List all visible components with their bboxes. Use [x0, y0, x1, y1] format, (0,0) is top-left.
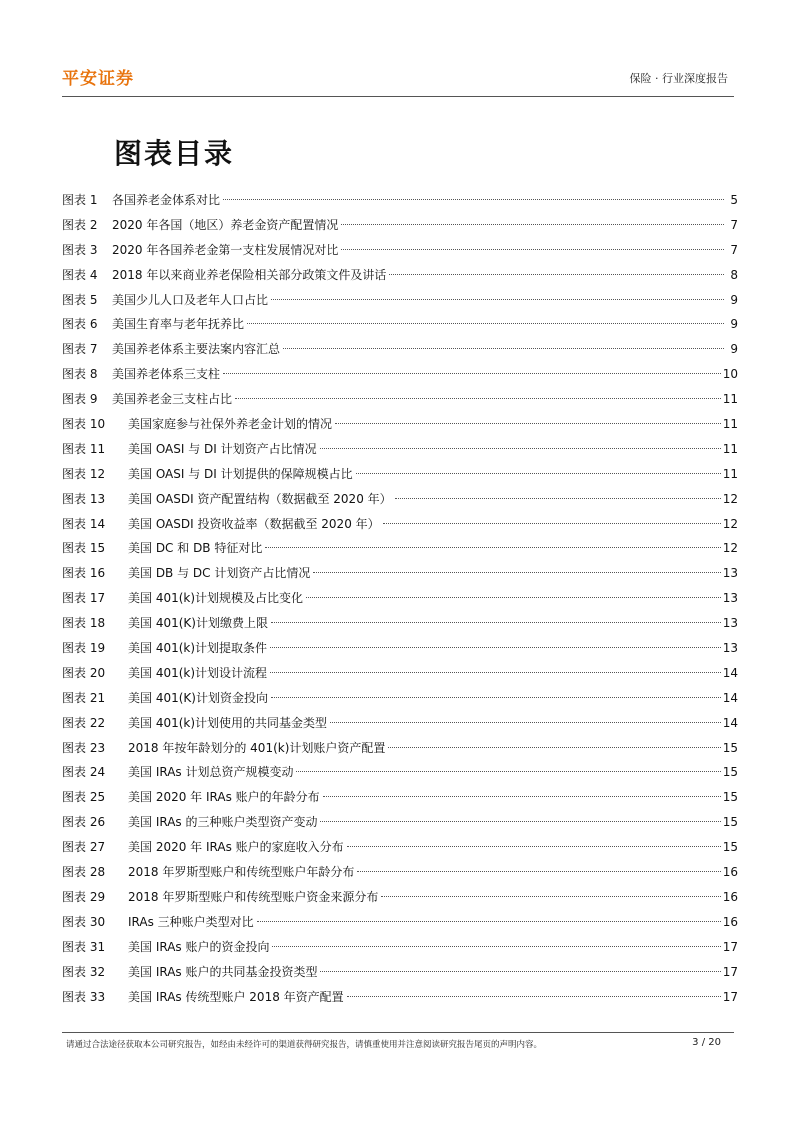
toc-entry-page: 10 [722, 367, 738, 382]
toc-entry-label: 图表 13 [62, 491, 106, 506]
toc-entry-label: 图表 11 [62, 441, 106, 456]
toc-entry[interactable] [62, 860, 738, 885]
toc-dot-leader [313, 572, 720, 573]
toc-entry-title: 美国 IRAs 账户的资金投向 [128, 939, 270, 954]
footer-disclaimer: 请通过合法途径获取本公司研究报告，如经由未经许可的渠道获得研究报告，请慎重使用并注意阅读研究报告尾页的声明内容。 [66, 1040, 543, 1050]
toc-entry-label: 图表 22 [62, 715, 106, 730]
toc-dot-leader [306, 597, 721, 598]
toc-entry[interactable] [62, 512, 738, 537]
toc-entry-page: 15 [722, 815, 738, 830]
toc-entry[interactable] [62, 362, 738, 387]
toc-entry-title: 2018 年按年龄划分的 401(k)计划账户资产配置 [128, 740, 386, 755]
toc-entry-page: 8 [730, 267, 738, 282]
toc-entry-label: 图表 12 [62, 466, 106, 481]
toc-entry-page: 15 [722, 765, 738, 780]
toc-dot-leader [257, 921, 721, 922]
toc-entry-title: 美国生育率与老年抚养比 [112, 317, 245, 332]
toc-entry[interactable] [62, 661, 738, 686]
toc-entry-label: 图表 7 [62, 342, 98, 357]
toc-entry-title: 美国 IRAs 计划总资产规模变动 [128, 765, 294, 780]
toc-entry[interactable] [62, 188, 738, 213]
toc-entry-title: 美国养老金三支柱占比 [112, 392, 233, 407]
toc-entry-title: 美国 IRAs 的三种账户类型资产变动 [128, 815, 318, 830]
toc-dot-leader [235, 398, 721, 399]
toc-dot-leader [357, 871, 720, 872]
toc-entry-title: 2020 年各国养老金第一支柱发展情况对比 [112, 242, 339, 257]
toc-dot-leader [347, 996, 721, 997]
toc-entry-page: 9 [730, 342, 738, 357]
toc-dot-leader [381, 896, 720, 897]
toc-entry-label: 图表 29 [62, 889, 106, 904]
toc-entry-page: 13 [722, 616, 738, 631]
toc-entry[interactable] [62, 561, 738, 586]
toc-entry[interactable] [62, 960, 738, 985]
toc-entry[interactable] [62, 337, 738, 362]
toc-entry-label: 图表 19 [62, 641, 106, 656]
toc-entry-page: 12 [722, 491, 738, 506]
toc-entry-page: 14 [722, 690, 738, 705]
toc-entry[interactable] [62, 935, 738, 960]
toc-entry-title: 美国 OASDI 资产配置结构（数据截至 2020 年） [128, 491, 392, 506]
toc-entry[interactable] [62, 985, 738, 1010]
toc-entry-title: 美国 OASDI 投资收益率（数据截至 2020 年） [128, 516, 380, 531]
toc-entry-label: 图表 17 [62, 591, 106, 606]
toc-entry[interactable] [62, 462, 738, 487]
toc-dot-leader [388, 747, 720, 748]
toc-entry-title: 美国养老体系三支柱 [112, 367, 221, 382]
toc-entry-title: 美国 IRAs 传统型账户 2018 年资产配置 [128, 989, 344, 1004]
toc-entry-label: 图表 20 [62, 665, 106, 680]
toc-dot-leader [223, 373, 721, 374]
toc-dot-leader [320, 448, 721, 449]
toc-entry-page: 15 [722, 840, 738, 855]
toc-entry-page: 17 [722, 989, 738, 1004]
toc-entry-title: 美国 2020 年 IRAs 账户的家庭收入分布 [128, 840, 344, 855]
toc-entry[interactable] [62, 387, 738, 412]
toc-entry-page: 12 [722, 516, 738, 531]
toc-entry-page: 14 [722, 715, 738, 730]
toc-dot-leader [347, 846, 721, 847]
toc-entry[interactable] [62, 910, 738, 935]
toc-entry-label: 图表 33 [62, 989, 106, 1004]
toc-entry-label: 图表 31 [62, 939, 106, 954]
toc-entry[interactable] [62, 711, 738, 736]
toc-entry-page: 15 [722, 790, 738, 805]
toc-dot-leader [356, 473, 721, 474]
toc-entry-label: 图表 28 [62, 865, 106, 880]
toc-dot-leader [335, 423, 721, 424]
toc-entry-title: 美国家庭参与社保外养老金计划的情况 [128, 417, 333, 432]
toc-dot-leader [320, 971, 720, 972]
toc-entry-page: 17 [722, 939, 738, 954]
toc-entry-page: 16 [722, 914, 738, 929]
toc-entry-page: 15 [722, 740, 738, 755]
toc-entry-page: 16 [722, 889, 738, 904]
toc-entry-title: 美国 DB 与 DC 计划资产占比情况 [128, 566, 311, 581]
toc-entry-label: 图表 8 [62, 367, 98, 382]
toc-dot-leader [341, 224, 724, 225]
toc-dot-leader [341, 249, 724, 250]
toc-entry-title: 美国 401(K)计划资金投向 [128, 690, 268, 705]
toc-entry-page: 12 [722, 541, 738, 556]
toc-entry-label: 图表 23 [62, 740, 106, 755]
toc-dot-leader [389, 274, 724, 275]
toc-dot-leader [271, 697, 721, 698]
toc-entry-label: 图表 15 [62, 541, 106, 556]
toc-entry-label: 图表 32 [62, 964, 106, 979]
toc-entry[interactable] [62, 263, 738, 288]
toc-entry-page: 16 [722, 865, 738, 880]
toc-entry-title: 美国少儿人口及老年人口占比 [112, 292, 269, 307]
toc-dot-leader [271, 622, 721, 623]
toc-dot-leader [270, 672, 721, 673]
toc-entry[interactable] [62, 810, 738, 835]
toc-entry-page: 11 [722, 392, 738, 407]
toc-entry[interactable] [62, 835, 738, 860]
toc-entry-page: 14 [722, 665, 738, 680]
toc-dot-leader [223, 199, 724, 200]
toc-entry[interactable] [62, 412, 738, 437]
toc-dot-leader [265, 547, 720, 548]
toc-entry-label: 图表 30 [62, 914, 106, 929]
toc-entry-title: 美国 401(K)计划缴费上限 [128, 616, 268, 631]
toc-entry[interactable] [62, 312, 738, 337]
toc-entry-title: 美国 OASI 与 DI 计划资产占比情况 [128, 441, 317, 456]
toc-entry-page: 11 [722, 441, 738, 456]
toc-entry-title: IRAs 三种账户类型对比 [128, 914, 254, 929]
toc-entry[interactable] [62, 536, 738, 561]
toc-dot-leader [296, 771, 720, 772]
toc-entry-label: 图表 18 [62, 616, 106, 631]
toc-entry[interactable] [62, 437, 738, 462]
toc-entry-label: 图表 26 [62, 815, 106, 830]
brand-logo: 平安证券 [62, 69, 134, 89]
toc-entry-label: 图表 1 [62, 193, 98, 207]
toc-dot-leader [383, 523, 721, 524]
toc-entry-label: 图表 24 [62, 765, 106, 780]
toc-entry-label: 图表 27 [62, 840, 106, 855]
toc-entry-page: 13 [722, 591, 738, 606]
toc-entry-page: 9 [730, 292, 738, 307]
figure-index-list [62, 188, 738, 1009]
toc-entry-title: 美国养老体系主要法案内容汇总 [112, 342, 281, 357]
toc-dot-leader [330, 722, 721, 723]
toc-entry-label: 图表 10 [62, 417, 106, 432]
toc-entry-title: 美国 2020 年 IRAs 账户的年龄分布 [128, 790, 320, 805]
toc-entry-title: 各国养老金体系对比 [112, 193, 221, 207]
toc-dot-leader [323, 796, 721, 797]
toc-entry-label: 图表 6 [62, 317, 98, 332]
toc-entry-page: 13 [722, 566, 738, 581]
toc-entry-label: 图表 2 [62, 217, 98, 232]
toc-dot-leader [283, 348, 724, 349]
toc-entry-page: 17 [722, 964, 738, 979]
toc-entry-title: 美国 OASI 与 DI 计划提供的保障规模占比 [128, 466, 353, 481]
page-header [62, 62, 734, 98]
toc-entry-page: 7 [730, 217, 738, 232]
toc-entry-page: 7 [730, 242, 738, 257]
toc-entry[interactable] [62, 686, 738, 711]
toc-dot-leader [247, 323, 724, 324]
toc-entry-page: 11 [722, 466, 738, 481]
toc-entry-title: 美国 DC 和 DB 特征对比 [128, 541, 263, 556]
page-title: 图表目录 [114, 137, 235, 170]
toc-entry-label: 图表 5 [62, 292, 98, 307]
toc-entry[interactable] [62, 288, 738, 313]
toc-entry[interactable] [62, 736, 738, 761]
toc-entry-label: 图表 9 [62, 392, 98, 407]
toc-entry-page: 13 [722, 641, 738, 656]
toc-entry[interactable] [62, 487, 738, 512]
header-divider [62, 96, 734, 97]
toc-entry-title: 美国 IRAs 账户的共同基金投资类型 [128, 964, 318, 979]
toc-dot-leader [272, 946, 720, 947]
toc-entry-label: 图表 3 [62, 242, 98, 257]
toc-entry[interactable] [62, 760, 738, 785]
toc-entry-title: 2020 年各国（地区）养老金资产配置情况 [112, 217, 339, 232]
toc-entry-label: 图表 14 [62, 516, 106, 531]
toc-entry-title: 美国 401(k)计划规模及占比变化 [128, 591, 304, 606]
toc-entry-label: 图表 25 [62, 790, 106, 805]
toc-entry[interactable] [62, 785, 738, 810]
report-type: 保险 · 行业深度报告 [629, 72, 728, 85]
toc-entry-title: 2018 年以来商业养老保险相关部分政策文件及讲话 [112, 267, 387, 282]
toc-entry[interactable] [62, 636, 738, 661]
toc-dot-leader [395, 498, 721, 499]
toc-entry-title: 美国 401(k)计划设计流程 [128, 665, 268, 680]
toc-entry-page: 5 [730, 193, 738, 207]
toc-entry-page: 11 [722, 417, 738, 432]
toc-entry[interactable] [62, 238, 738, 263]
toc-dot-leader [271, 299, 724, 300]
footer-divider [62, 1032, 734, 1033]
toc-entry-title: 美国 401(k)计划使用的共同基金类型 [128, 715, 328, 730]
toc-entry-label: 图表 21 [62, 690, 106, 705]
toc-entry[interactable] [62, 213, 738, 238]
toc-entry-label: 图表 16 [62, 566, 106, 581]
toc-entry-page: 9 [730, 317, 738, 332]
toc-entry-label: 图表 4 [62, 267, 98, 282]
toc-entry-title: 2018 年罗斯型账户和传统型账户年龄分布 [128, 865, 355, 880]
page-number: 3 / 20 [692, 1037, 721, 1048]
toc-entry-title: 美国 401(k)计划提取条件 [128, 641, 268, 656]
toc-entry[interactable] [62, 611, 738, 636]
toc-dot-leader [270, 647, 721, 648]
toc-entry[interactable] [62, 885, 738, 910]
toc-dot-leader [320, 821, 720, 822]
toc-entry-title: 2018 年罗斯型账户和传统型账户资金来源分布 [128, 889, 379, 904]
toc-entry[interactable] [62, 586, 738, 611]
